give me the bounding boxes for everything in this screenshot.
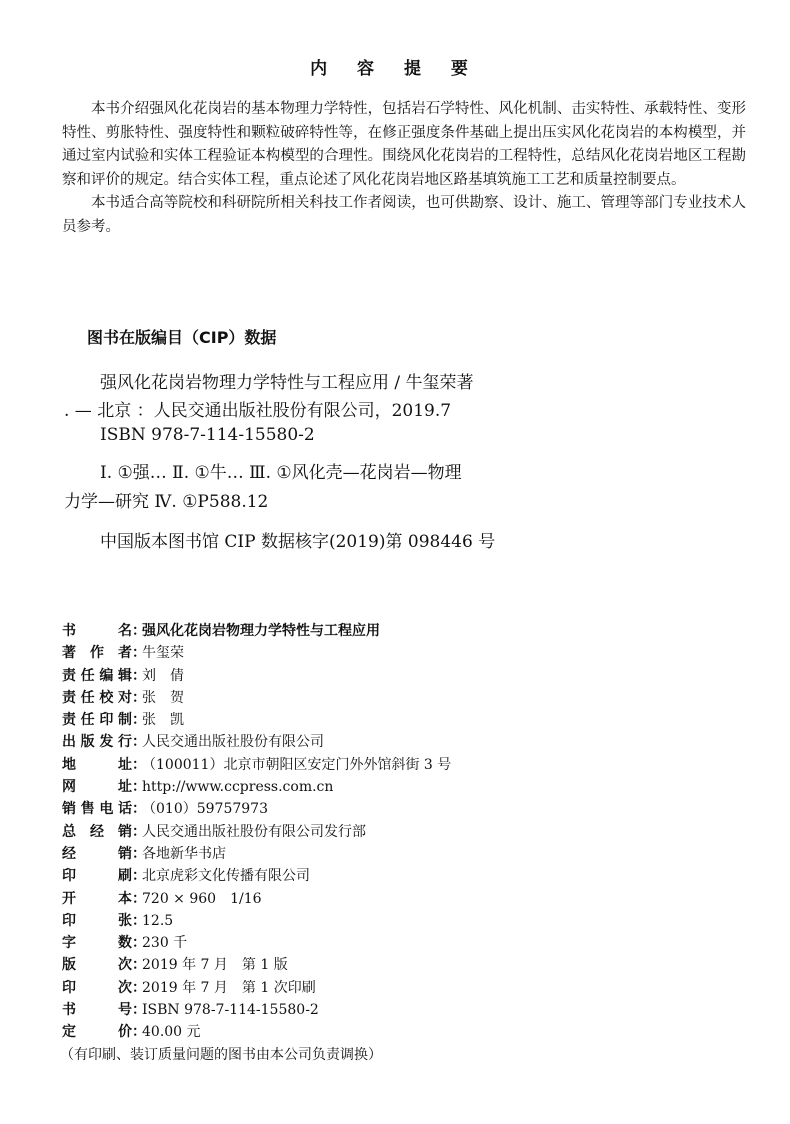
colophon-value: 牛玺荣 (142, 645, 184, 662)
colophon-colon: ： (132, 667, 146, 684)
cip-isbn-line: ISBN 978-7-114-15580-2 (100, 425, 315, 445)
colophon-label: 书 号 (62, 1002, 132, 1019)
colophon-row (62, 620, 451, 642)
colophon-row (62, 954, 451, 976)
colophon-colon: ： (132, 779, 146, 796)
colophon-colon: ： (132, 912, 146, 929)
colophon-value: http://www.ccpress.com.cn (142, 779, 334, 796)
colophon (62, 620, 451, 1066)
colophon-colon: ： (132, 868, 146, 885)
colophon-colon: ： (132, 979, 146, 996)
colophon-colon: ： (132, 623, 146, 639)
colophon-colon: ： (132, 689, 146, 706)
colophon-colon: ： (132, 890, 146, 907)
colophon-colon: ： (132, 957, 146, 974)
cip-publisher-line: . — 北京 ：人民交通出版社股份有限公司，2019.7 (64, 401, 452, 421)
colophon-row (62, 999, 451, 1021)
colophon-colon: ： (132, 1002, 146, 1019)
colophon-label: 字 数 (62, 935, 132, 952)
colophon-value: 2019 年 7 月 第 1 次印刷 (142, 979, 316, 996)
colophon-row (62, 665, 451, 687)
colophon-label: 著 作 者 (62, 645, 132, 662)
colophon-label: 出 版 发 行 (62, 734, 132, 751)
colophon-label: 书 名 (62, 623, 132, 639)
colophon-label: 印 次 (62, 979, 132, 996)
colophon-value: 人民交通出版社股份有限公司发行部 (142, 823, 366, 840)
summary-body (62, 98, 746, 239)
colophon-note: （有印刷、装订质量问题的图书由本公司负责调换） (60, 1046, 382, 1063)
colophon-value: （100011）北京市朝阳区安定门外外馆斜街 3 号 (142, 756, 452, 773)
colophon-value: 张 贺 (142, 689, 184, 706)
colophon-label: 版 次 (62, 957, 132, 974)
colophon-row (62, 709, 451, 731)
colophon-label: 销 售 电 话 (62, 801, 132, 818)
colophon-value: 刘 倩 (142, 667, 184, 684)
colophon-colon: ： (132, 712, 146, 729)
colophon-row (62, 821, 451, 843)
cip-subjects-line-1: Ⅰ. ①强… Ⅱ. ①牛… Ⅲ. ①风化壳—花岗岩—物理 (100, 463, 462, 483)
colophon-label: 责 任 印 制 (62, 712, 132, 729)
colophon-row (62, 932, 451, 954)
colophon-colon: ： (132, 801, 146, 818)
summary-title: 内 容 提 要 (310, 59, 480, 79)
colophon-row (62, 798, 451, 820)
colophon-row (62, 977, 451, 999)
colophon-value: 强风化花岗岩物理力学特性与工程应用 (142, 623, 380, 639)
colophon-row (62, 642, 451, 664)
colophon-colon: ： (132, 645, 146, 662)
colophon-value: 40.00 元 (142, 1024, 201, 1041)
colophon-label: 印 张 (62, 912, 132, 929)
colophon-row (62, 1021, 451, 1043)
summary-paragraph-2: 本书适合高等院校和科研院所相关科技工作者阅读，也可供勘察、设计、施工、管理等部门专业技术人员参考。 (62, 195, 746, 235)
colophon-value: 230 千 (142, 935, 188, 952)
colophon-label: 总 经 销 (62, 823, 132, 840)
colophon-label: 定 价 (62, 1024, 132, 1041)
colophon-row (62, 754, 451, 776)
colophon-label: 经 销 (62, 845, 132, 862)
colophon-label: 责 任 编 辑 (62, 667, 132, 684)
colophon-colon: ： (132, 1024, 146, 1041)
cip-book-line: 强风化花岗岩物理力学特性与工程应用 / 牛玺荣著 (100, 373, 474, 393)
colophon-row (62, 687, 451, 709)
colophon-colon: ： (132, 935, 146, 952)
colophon-row (62, 843, 451, 865)
cip-heading: 图书在版编目（CIP）数据 (87, 328, 277, 347)
colophon-label: 责 任 校 对 (62, 689, 132, 706)
colophon-colon: ： (132, 756, 146, 773)
colophon-label: 网 址 (62, 779, 132, 796)
colophon-row (62, 888, 451, 910)
colophon-value: 各地新华书店 (142, 845, 226, 862)
summary-paragraph-1: 本书介绍强风化花岗岩的基本物理力学特性，包括岩石学特性、风化机制、击实特性、承载特性、变形特性、剪胀特性、强度特性和颗粒破碎特性等，在修正强度条件基础上提出压实风化花岗岩的本构模型，并通过室内试验和实体工程验证本构模型的合理性。围绕风化花岗岩的工程特性，总结风化花岗岩地区工程勘察和评价的规定。结合实体工程，重点论述了风化花岗岩地区路基填筑施工工艺和质量控制要点。 (62, 101, 746, 188)
cip-check-line: 中国版本图书馆 CIP 数据核字(2019)第 098446 号 (100, 532, 496, 552)
colophon-value: 720 × 960 1/16 (142, 890, 262, 907)
colophon-colon: ： (132, 845, 146, 862)
colophon-colon: ： (132, 823, 146, 840)
colophon-value: 北京虎彩文化传播有限公司 (142, 868, 310, 885)
colophon-value: 张 凯 (142, 712, 184, 729)
colophon-row (62, 910, 451, 932)
colophon-label: 地 址 (62, 756, 132, 773)
colophon-label: 印 刷 (62, 868, 132, 885)
colophon-colon: ： (132, 734, 146, 751)
colophon-row (62, 776, 451, 798)
cip-subjects-line-2: 力学—研究 Ⅳ. ①P588.12 (64, 492, 269, 512)
colophon-label: 开 本 (62, 890, 132, 907)
colophon-value: 人民交通出版社股份有限公司 (142, 734, 324, 751)
colophon-value: 2019 年 7 月 第 1 版 (142, 957, 288, 974)
colophon-row (62, 731, 451, 753)
colophon-value: （010）59757973 (142, 801, 268, 818)
colophon-value: ISBN 978-7-114-15580-2 (142, 1002, 319, 1019)
colophon-value: 12.5 (142, 912, 174, 929)
colophon-row (62, 865, 451, 887)
